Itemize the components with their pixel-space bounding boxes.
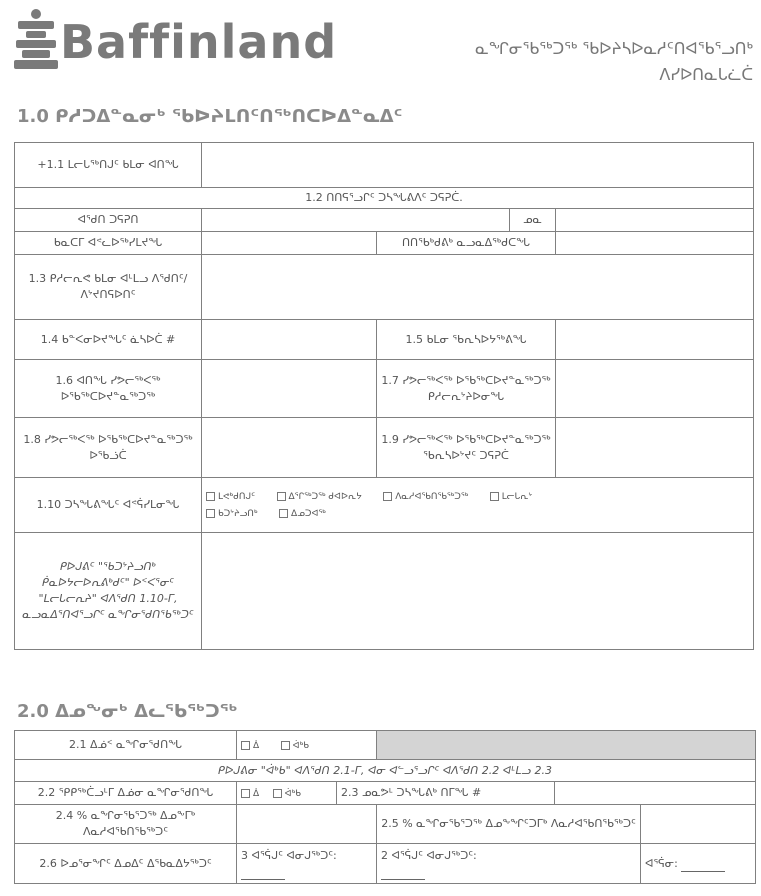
input-1-8[interactable]	[202, 418, 377, 478]
input-address[interactable]	[202, 209, 510, 232]
document-title	[423, 36, 753, 88]
label-1-5: 1.5 ᑲᒪᓂ ᖃᕆᓴᐅᔭᖅᕕᖓ	[377, 320, 556, 360]
note-2-1: ᑭᐅᒍᕕᓂ "ᐋᒃᑲ" ᐊᐱᖁᑎ 2.1-ᒥ, ᐊᓂ ᐊᓪᓗᕐᓗᒋᑦ ᐊᐱᖁᑎ 2.2 ᐊᒻᒪᓗ 2.3	[15, 760, 756, 782]
options-1-10	[202, 478, 754, 533]
checkbox-icon	[241, 789, 250, 798]
label-address: ᐊᖁᑎ ᑐᕋᕈᑎ	[15, 209, 202, 232]
input-1-5[interactable]	[556, 320, 754, 360]
label-phone: ᑲᓇᑕᒥ ᐊᕝᓚᐅᖅᓯᒪᔪᖓ	[15, 232, 202, 255]
section2-table	[14, 730, 756, 884]
label-1-1: +1.1 ᒪᓕᒐᖅᑎᒍᑦ ᑲᒪᓂ ᐊᑎᖓ	[15, 143, 202, 188]
checkbox-icon	[241, 741, 250, 750]
checkbox-icon	[206, 492, 215, 501]
input-1-4[interactable]	[202, 320, 377, 360]
input-2-5[interactable]	[641, 805, 756, 844]
note-1-10: ᑭᐅᒍᕕᑦ "ᖃᑐᔾᔨᓗᑎᒃ ᑮᓇᐅᔭᓕᐅᕆᕕᒃᑯᑦ" ᐅᑉᐸᕐᓂᑦ "ᒪᓕᒐᓕᕆᔨ" ᐊᐱᖁᑎ 1.10-ᒥ, ᓇᓗᓇᐃᕐᑎᐊᕐᓗᒋᑦ ᓇᖏᓂᖁᑎᖃᖅᑐᑦ	[15, 533, 202, 650]
label-1-6: 1.6 ᐊᑎᖓ ᓯᕗᓕᖅᐸᖅ ᐅᖃᖅᑕᐅᔪᓐᓇᖅᑐᖅ	[15, 360, 202, 418]
label-2-4: 2.4 % ᓇᖏᓂᖃᕐᑐᖅ ᐃᓄᖕᒥᒃ ᐱᓇᓱᐊᖃᑎᖃᖅᑐᑦ	[15, 805, 237, 844]
label-1-9: 1.9 ᓯᕗᓕᖅᐸᖅ ᐅᖃᖅᑕᐅᔪᓐᓇᖅᑐᖅ ᖃᕆᓴᐅᔾᔪᑦ ᑐᕋᕈᑖ	[377, 418, 556, 478]
label-1-3: 1.3 ᑭᓱᓕᕆᕙ ᑲᒪᓂ ᐊᒻᒪᓗ ᐱᖁᑎᑦ/ᐱᔾᔪᑎᕋᐅᑎᑦ	[15, 255, 202, 320]
input-phone[interactable]	[202, 232, 377, 255]
section2-title: 2.0 ᐃᓄᖕᓂᒃ ᐃᓚᖃᖅᑐᖅ	[17, 701, 238, 722]
shaded-cell	[377, 731, 756, 760]
label-1-4: 1.4 ᑲᓐᐸᓂᐅᔪᖓᑦ ᓈᓴᐅᑖ #	[15, 320, 202, 360]
input-postal[interactable]	[556, 209, 754, 232]
label-postal: ᓄᓇ	[510, 209, 556, 232]
option-checkbox[interactable]: ᐱᓇᓱᐊᖃᑎᖃᖅᑐᖅ	[383, 489, 468, 505]
label-1-8: 1.8 ᓯᕗᓕᖅᐸᖅ ᐅᖃᖅᑕᐅᔪᓐᓇᖅᑐᖅ ᐅᖃᓘᑖ	[15, 418, 202, 478]
label-2-3: 2.3 ᓄᓇᕗᒻ ᑐᓴᖓᕕᒃ ᑎᒥᖓ #	[337, 782, 555, 805]
checkbox-icon	[279, 509, 288, 518]
option-checkbox[interactable]: ᑲᑐᔾᔨᓗᑎᒃ	[206, 506, 258, 522]
checkbox-icon	[490, 492, 499, 501]
field-2-6-2yr[interactable]: 2 ᐊᕐᕌᒍᑦ ᐊᓂᒍᖅᑐᑦ:	[377, 844, 641, 884]
label-email: ᑎᑎᖃᒃᑯᕕᒃ ᓇᓗᓇᐃᖅᑯᑕᖓ	[377, 232, 556, 255]
yesno-2-2	[237, 782, 337, 805]
input-email[interactable]	[556, 232, 754, 255]
input-1-3[interactable]	[202, 255, 754, 320]
section1-title: 1.0 ᑭᓱᑐᐃᓐᓇᓂᒃ ᖃᐅᔨᒪᑎᑦᑎᖅᑎᑕᐅᐃᓐᓇᐃᑦ	[17, 106, 403, 127]
input-note[interactable]	[202, 533, 754, 650]
label-2-5: 2.5 % ᓇᖏᓂᖃᕐᑐᖅ ᐃᓄᖕᖏᑦᑐᒥᒃ ᐱᓇᓱᐊᖃᑎᖃᖅᑐᑦ	[377, 805, 641, 844]
option-checkbox[interactable]: ᐃᕐᒋᖅᑐᖅ ᑯᐊᐅᕆᔭ	[277, 489, 362, 505]
input-1-1[interactable]	[202, 143, 754, 188]
yes-checkbox[interactable]: ᐄ	[241, 786, 259, 802]
blank-line	[381, 869, 425, 880]
yes-checkbox[interactable]: ᐄ	[241, 738, 259, 754]
input-1-9[interactable]	[556, 418, 754, 478]
checkbox-icon	[277, 492, 286, 501]
blank-line	[241, 869, 285, 880]
checkbox-icon	[206, 509, 215, 518]
option-checkbox[interactable]: ᒪᕙᒃᑯᑎᒍᑦ	[206, 489, 255, 505]
no-checkbox[interactable]: ᐋᒃᑲ	[273, 786, 301, 802]
section1-table	[14, 142, 754, 650]
input-1-6[interactable]	[202, 360, 377, 418]
label-2-1: 2.1 ᐃᓅᑉ ᓇᖏᓂᖁᑎᖓ	[15, 731, 237, 760]
blank-line	[681, 861, 725, 872]
input-1-7[interactable]	[556, 360, 754, 418]
label-2-6: 2.6 ᐅᓄᕐᓂᖏᑦ ᐃᓄᐃᑦ ᐃᖃᓇᐃᔭᖅᑐᑦ	[15, 844, 237, 884]
input-2-3[interactable]	[555, 782, 756, 805]
checkbox-icon	[383, 492, 392, 501]
document-title-line2: ᐱᓯᐅᑎᓇᒐᓛᑖ	[659, 65, 753, 84]
logo-wordmark: Baffinland	[60, 15, 338, 69]
option-checkbox[interactable]: ᒪᓕᒐᕆᔾ	[490, 489, 532, 505]
field-2-6-3yr[interactable]: 3 ᐊᕐᕌᒍᑦ ᐊᓂᒍᖅᑐᑦ:	[237, 844, 377, 884]
no-checkbox[interactable]: ᐋᒃᑲ	[281, 738, 309, 754]
field-2-6-last[interactable]: ᐊᕐᕌᓂ:	[641, 844, 756, 884]
checkbox-icon	[273, 789, 282, 798]
checkbox-icon	[281, 741, 290, 750]
label-1-7: 1.7 ᓯᕗᓕᖅᐸᖅ ᐅᖃᖅᑕᐅᔪᓐᓇᖅᑐᖅ ᑭᓱᓕᕆᔾᔨᐅᓂᖓ	[377, 360, 556, 418]
label-2-2: 2.2 ᕿᑭᖅᑖᓗᒻᒥ ᐃᓅᓂ ᓇᖏᓂᖁᑎᖓ	[15, 782, 237, 805]
yesno-2-1	[237, 731, 377, 760]
document-title-line1: ᓇᖏᓂᖃᖅᑐᖅ ᖃᐅᔨᓴᐅᓇᓱᑦᑎᐊᖃᕐᓗᑎᒃ	[475, 39, 753, 58]
label-1-10: 1.10 ᑐᓴᖓᕕᖓᑦ ᐊᕝᕌᓯᒪᓂᖓ	[15, 478, 202, 533]
header-1-2: 1.2 ᑎᑎᕋᕐᓗᒋᑦ ᑐᓴᖓᕕᐱᑦ ᑐᕋᕈᑖ.	[15, 188, 754, 209]
option-checkbox[interactable]: ᐃᓄᑐᐊᖅ	[279, 506, 326, 522]
input-2-4[interactable]	[237, 805, 377, 844]
